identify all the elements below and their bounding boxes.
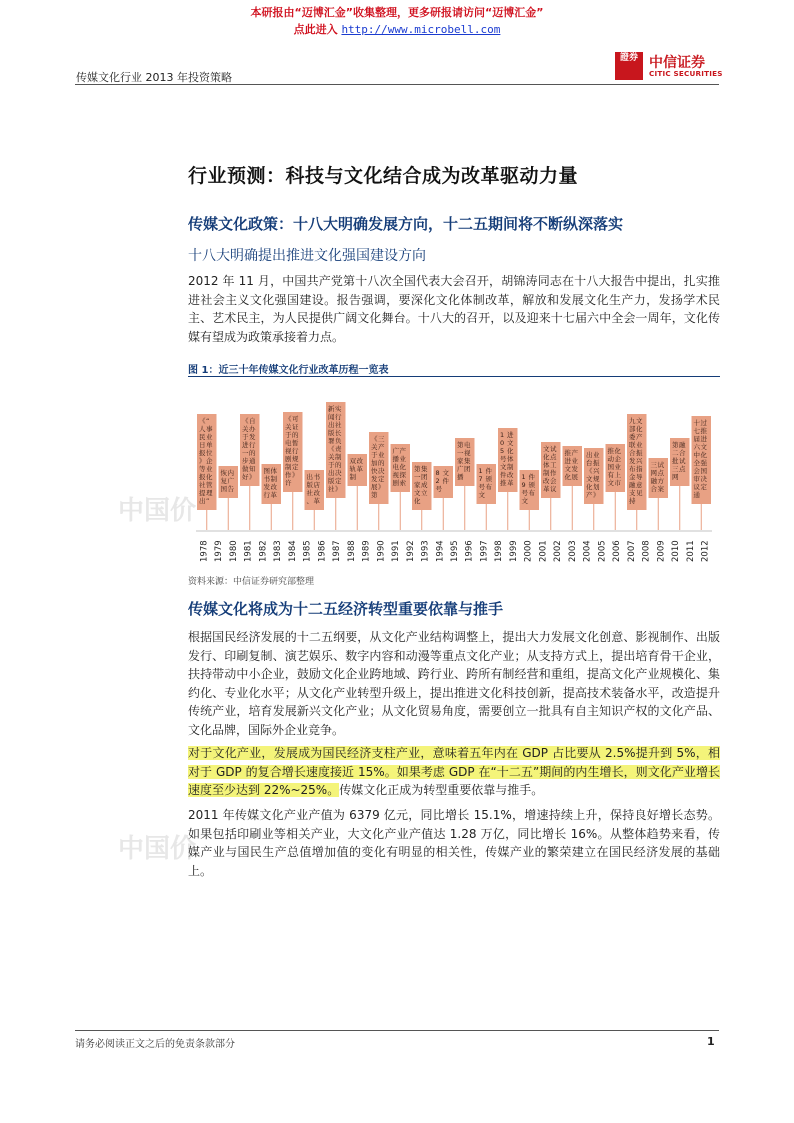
year-label: 2008 bbox=[641, 540, 652, 562]
event-label: 文化体制改革试点工作会议 bbox=[543, 445, 557, 493]
timeline-event bbox=[262, 464, 282, 530]
event-label: 《人民日报》等报社提出“事业单位企业化管理” bbox=[199, 417, 213, 505]
year-label: 2004 bbox=[582, 540, 593, 562]
timeline-event bbox=[348, 454, 368, 530]
year-label: 1982 bbox=[258, 540, 269, 562]
timeline-event bbox=[520, 470, 540, 530]
event-label: 新闻出版署《关于出版社实行社长负责制的决定》 bbox=[328, 405, 342, 493]
banner-link[interactable]: http://www.microbell.com bbox=[341, 23, 501, 36]
timeline-event bbox=[283, 412, 303, 530]
year-label: 1980 bbox=[228, 540, 239, 562]
event-label: 第一家文化集团成立 bbox=[414, 465, 428, 505]
year-label: 1978 bbox=[199, 540, 210, 562]
year-label: 1990 bbox=[376, 540, 387, 562]
event-label: 三网融合试点方案 bbox=[650, 461, 664, 493]
figure-caption: 图 1：近三十年传媒文化行业改革历程一览表 bbox=[188, 365, 389, 376]
year-label: 1993 bbox=[420, 540, 431, 562]
highlighted-text: 对于文化产业，发展成为国民经济支柱产业，意味着五年内在 GDP 占比要从 2.5%提升到 5%，相对于 GDP 的复合增长速度接近 15%。如果考虑 GDP 在“十二五”期间的内生增长，则文化产业增长速度至少达到 22%~25%。 bbox=[188, 746, 720, 797]
core-paragraph-3: 2011 年传媒文化产业产值为 6379 亿元，同比增长 15.1%，增速持续上升，保持良好增长态势。如果包括印刷业等相关产业，大文化产业产值达 1.28 万亿，同比增长 16%。从整体趋势来看，传媒产业与国民生产总值增加值的变化有明显的相关性，传媒产业的繁荣建立在国民经济发展的基础上。 bbox=[188, 808, 720, 878]
event-label: 图书发行体制改革 bbox=[263, 467, 277, 499]
timeline-event bbox=[434, 466, 454, 530]
event-label: 恢复国内广告 bbox=[220, 469, 234, 493]
event-label: 出台《文化产业振兴规划》 bbox=[586, 451, 600, 499]
event-label: 8 2 号文件 bbox=[435, 469, 449, 493]
page-number: 1 bbox=[707, 1035, 715, 1048]
event-label: 十七届六中全会审议通过推进文化强国决定 bbox=[693, 419, 707, 499]
year-label: 2010 bbox=[671, 540, 682, 562]
timeline-event bbox=[498, 428, 518, 530]
year-label: 1994 bbox=[435, 540, 446, 562]
figure-divider bbox=[188, 376, 720, 377]
event-label: 双轨制改革 bbox=[349, 457, 363, 481]
year-label: 2009 bbox=[656, 540, 667, 562]
policy-subheading: 十八大明确提出推进文化强国建设方向 bbox=[188, 248, 426, 264]
timeline-event bbox=[563, 446, 583, 530]
year-label: 2001 bbox=[538, 540, 549, 562]
year-label: 1996 bbox=[464, 540, 475, 562]
timeline-event bbox=[692, 416, 712, 530]
year-label: 1981 bbox=[243, 540, 254, 562]
timeline-event bbox=[219, 466, 239, 530]
timeline-event bbox=[477, 464, 497, 530]
year-label: 2007 bbox=[626, 540, 637, 562]
event-label: 《关于进一步做好自办发行的通知》 bbox=[242, 417, 256, 481]
timeline-event bbox=[670, 438, 690, 530]
event-label: 出版社、书店改革 bbox=[306, 473, 320, 505]
timeline-event bbox=[305, 470, 325, 530]
banner-line2 bbox=[0, 21, 794, 38]
watermark: 中国价 bbox=[118, 496, 197, 526]
year-label: 1995 bbox=[450, 540, 460, 562]
year-label: 2012 bbox=[700, 540, 711, 562]
paragraph-2-tail: 传媒文化正成为转型重要依靠与推手。 bbox=[339, 783, 544, 797]
year-label: 1992 bbox=[405, 540, 416, 562]
logo-mark-icon: 證券 bbox=[615, 52, 643, 80]
timeline-event bbox=[649, 458, 669, 530]
year-label: 1986 bbox=[317, 540, 328, 562]
year-label: 2002 bbox=[553, 540, 564, 562]
timeline-event bbox=[455, 438, 475, 530]
year-label: 1987 bbox=[332, 540, 343, 562]
policy-heading: 传媒文化政策：十八大明确发展方向，十二五期间将不断纵深落实 bbox=[188, 215, 624, 233]
policy-paragraph: 2012 年 11 月，中国共产党第十八次全国代表大会召开，胡锦涛同志在十八大报告中提出，扎实推进社会主义文化强国建设。报告强调，要深化文化体制改革，解放和发展文化生产力，发扬学术民主、艺术民主，为人民提供广阔文化舞台。十八大的召开，以及迎来十七届六中全会一周年，文化传媒有望成为政策承接着力点。 bbox=[188, 274, 720, 344]
event-label: 1 9 号文件颁布 bbox=[521, 473, 535, 505]
year-label: 1988 bbox=[346, 540, 357, 562]
core-heading: 传媒文化将成为十二五经济转型重要依靠与推手 bbox=[188, 600, 504, 618]
timeline-event bbox=[541, 442, 561, 530]
banner-prefix: 点此进入 bbox=[293, 23, 342, 36]
event-label: 1 7 号文件颁布 bbox=[478, 467, 492, 499]
event-label: 第一家广播电视集团 bbox=[457, 441, 471, 481]
footer-disclaimer: 请务必阅读正文之后的免责条款部分 bbox=[75, 1039, 235, 1050]
figure-source: 资料来源：中信证券研究部整理 bbox=[188, 577, 315, 587]
timeline-event bbox=[606, 444, 626, 530]
header-title: 传媒文化行业 2013 年投资策略 bbox=[76, 71, 232, 84]
event-label: 推动国有文化企业上市 bbox=[607, 447, 621, 487]
year-label: 1983 bbox=[273, 540, 284, 562]
event-label: 1 0 5 号文件推进文化体制改革 bbox=[500, 431, 514, 487]
year-label: 1999 bbox=[508, 540, 519, 562]
event-label: 九部委联合发布金融支持文化产业振兴指导意见 bbox=[629, 417, 643, 505]
core-paragraph-1: 根据国民经济发展的十二五纲要，从文化产业结构调整上，提出大力发展文化创意、影视制作、出版发行、印刷复制、演艺娱乐、数字内容和动漫等重点文化产业；从支持方式上，提出培育骨干企业，扶持带动中小企业，鼓励文化企业跨地域、跨行业、跨所有制经营和重组，提高文化产业规模化、集约化、专业化水平；从文化产业转型升级上，提出推进文化科技创新，提高技术装备水平，改造提升传统产业，培育发展新兴文化产业；从文化贸易角度，需要创立一批具有自主知识产权的文化产品、文化品牌，国际外企业竞争。 bbox=[188, 630, 720, 737]
year-label: 2003 bbox=[567, 540, 578, 562]
timeline-event bbox=[197, 414, 217, 530]
year-label: 2006 bbox=[612, 540, 623, 562]
section-title: 行业预测：科技与文化结合成为改革驱动力量 bbox=[188, 165, 579, 187]
timeline-event bbox=[326, 402, 346, 530]
timeline-event bbox=[240, 414, 260, 530]
timeline-event bbox=[369, 432, 389, 530]
citic-logo bbox=[615, 52, 745, 80]
reform-timeline bbox=[188, 380, 720, 568]
event-label: 《关于加快发展第三产业的决定》 bbox=[371, 435, 385, 499]
year-label: 1991 bbox=[391, 540, 402, 562]
core-paragraph-2 bbox=[188, 744, 720, 800]
top-banner bbox=[0, 4, 794, 38]
year-label: 1984 bbox=[287, 540, 298, 562]
timeline-event bbox=[627, 414, 647, 530]
watermark: 中国价 bbox=[118, 834, 197, 864]
year-label: 1998 bbox=[494, 540, 505, 562]
timeline-event bbox=[391, 444, 411, 530]
event-label: 广播电视剧产业化探索 bbox=[392, 447, 406, 487]
year-label: 1997 bbox=[479, 540, 490, 562]
year-label: 2011 bbox=[685, 540, 696, 562]
timeline-event bbox=[412, 462, 432, 530]
event-label: 第二批三网融合试点 bbox=[672, 441, 686, 481]
logo-en: CITIC SECURITIES bbox=[649, 69, 723, 78]
year-label: 2000 bbox=[523, 540, 534, 562]
event-label: 《关于电视剧制作许可证的暂行规定》 bbox=[285, 415, 299, 487]
logo-cn: 中信证券 bbox=[649, 55, 705, 71]
year-label: 1985 bbox=[302, 540, 313, 562]
header-divider bbox=[75, 84, 719, 85]
year-label: 2005 bbox=[597, 540, 608, 562]
footer-divider bbox=[75, 1030, 719, 1031]
banner-line1: 本研报由“迈博汇金”收集整理，更多研报请访问“迈博汇金” bbox=[250, 6, 544, 19]
year-label: 1989 bbox=[361, 540, 372, 562]
timeline-event bbox=[584, 448, 604, 530]
year-label: 1979 bbox=[214, 540, 225, 562]
event-label: 推进文化产业发展 bbox=[564, 449, 578, 481]
